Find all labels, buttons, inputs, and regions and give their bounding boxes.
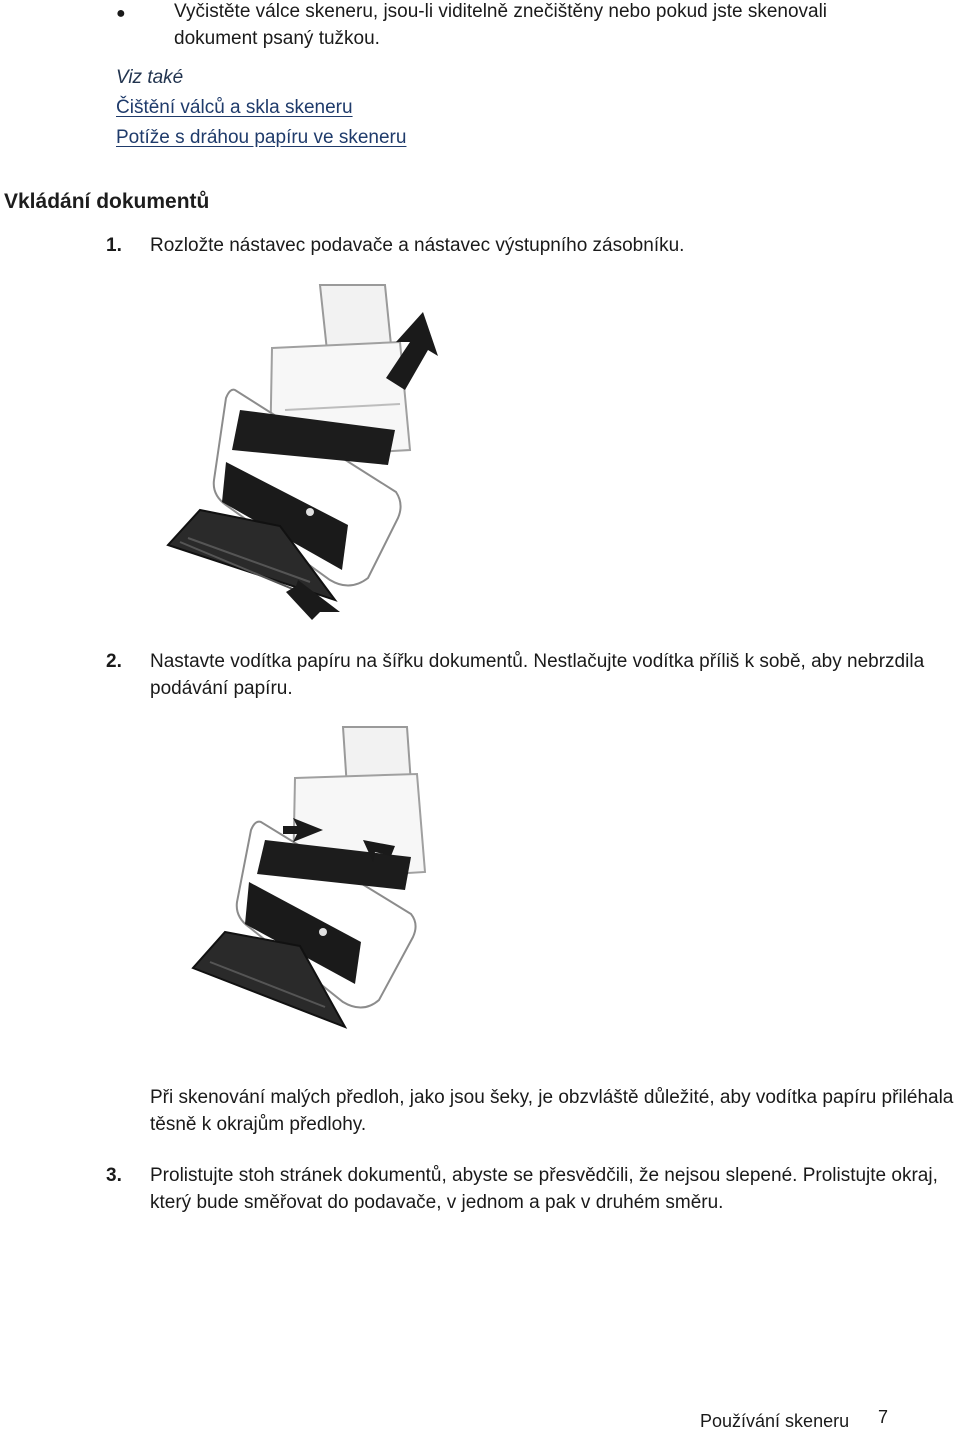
- step-1-text: Rozložte nástavec podavače a nástavec výstupního zásobníku.: [150, 235, 685, 256]
- scanner-guides-figure: [175, 722, 445, 1052]
- step-1-number: 1.: [106, 235, 122, 256]
- bullet-item-text: Vyčistěte válce skeneru, jsou-li viditelně znečištěny nebo pokud jste skenovali dokument psaný tužkou.: [174, 1, 828, 49]
- link-cleaning-rollers[interactable]: Čištění válců a skla skeneru: [116, 97, 353, 118]
- scanner-extensions-figure: [160, 280, 460, 625]
- section-heading: Vkládání dokumentů: [4, 190, 210, 213]
- step-3-number: 3.: [106, 1165, 122, 1186]
- note-text: Při skenování malých předloh, jako jsou šeky, je obzvláště důležité, aby vodítka papíru přiléhala těsně k okrajům předlohy.: [150, 1087, 954, 1135]
- step-3-text: Prolistujte stoh stránek dokumentů, abyste se přesvědčili, že nejsou slepené. Prolistujte okraj, který bude směřovat do podavače, v jednom a pak v druhém směru.: [150, 1165, 938, 1213]
- step-2-number: 2.: [106, 651, 122, 672]
- footer-section-title: Používání skeneru: [700, 1411, 850, 1431]
- link-paper-path-problems[interactable]: Potíže s dráhou papíru ve skeneru: [116, 127, 407, 148]
- step-2-text: Nastavte vodítka papíru na šířku dokumentů. Nestlačujte vodítka příliš k sobě, aby nebrzdila podávání papíru.: [150, 651, 925, 699]
- page-number: 7: [878, 1407, 889, 1427]
- see-also-label: Viz také: [116, 67, 184, 88]
- bullet-icon: ●: [116, 5, 126, 22]
